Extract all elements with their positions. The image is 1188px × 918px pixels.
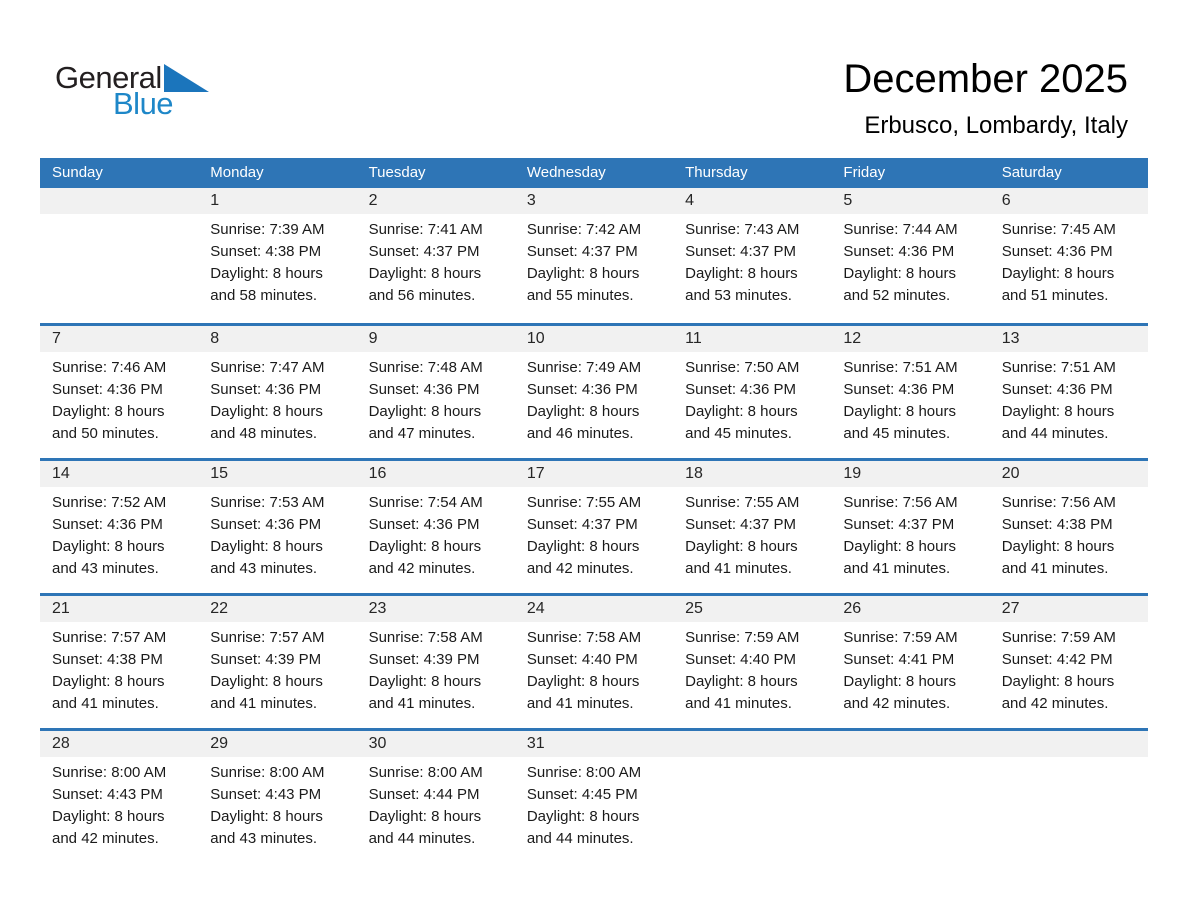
weekday-header-monday: Monday [210,164,264,181]
sunrise-text: Sunrise: 7:56 AM [1001,494,1116,511]
day-cell [198,731,356,863]
day-info [357,352,515,445]
day-number: 11 [673,326,831,352]
day-info [831,622,989,715]
weekday-header-friday: Friday [843,164,886,181]
daylight-text: Daylight: 8 hours and 45 minutes. [843,403,956,442]
day-number [673,731,831,757]
daylight-text: Daylight: 8 hours and 42 minutes. [843,673,956,712]
day-number: 3 [515,188,673,214]
sunrise-text: Sunrise: 7:48 AM [368,359,483,376]
day-cell [357,596,515,728]
sunset-text: Sunset: 4:36 PM [368,381,480,398]
day-cell [990,188,1148,323]
day-cell [357,326,515,458]
day-info [40,622,198,715]
day-number: 14 [40,461,198,487]
day-cell [673,326,831,458]
day-number: 20 [990,461,1148,487]
day-info [198,214,356,307]
sunset-text: Sunset: 4:36 PM [843,381,955,398]
day-number: 30 [357,731,515,757]
sunrise-text: Sunrise: 7:56 AM [843,494,958,511]
sunrise-text: Sunrise: 7:50 AM [685,359,800,376]
day-number: 19 [831,461,989,487]
calendar-grid [40,188,1148,863]
day-cell [831,461,989,593]
weekday-header-row [40,158,1148,188]
sunset-text: Sunset: 4:43 PM [52,786,163,803]
sunset-text: Sunset: 4:42 PM [1001,651,1113,668]
sunset-text: Sunset: 4:37 PM [368,243,480,260]
day-number: 24 [515,596,673,622]
day-cell [831,326,989,458]
day-number: 26 [831,596,989,622]
sunset-text: Sunset: 4:37 PM [685,516,797,533]
day-number: 23 [357,596,515,622]
day-info [40,757,198,850]
week-row [40,458,1148,593]
sunset-text: Sunset: 4:45 PM [526,786,638,803]
day-cell [673,188,831,323]
day-number [990,731,1148,757]
day-number: 10 [515,326,673,352]
sunset-text: Sunset: 4:43 PM [210,786,322,803]
page-title: December 2025 [843,57,1128,101]
weekday-header-sunday: Sunday [52,164,103,181]
sunset-text: Sunset: 4:37 PM [526,243,638,260]
day-number: 16 [357,461,515,487]
sunset-text: Sunset: 4:36 PM [368,516,480,533]
day-cell [515,188,673,323]
daylight-text: Daylight: 8 hours and 53 minutes. [685,265,798,304]
daylight-text: Daylight: 8 hours and 45 minutes. [685,403,798,442]
day-info [673,487,831,580]
logo-text-general: General [55,60,162,95]
logo-text-blue: Blue [113,86,174,121]
day-number: 22 [198,596,356,622]
day-info [198,757,356,850]
sunrise-text: Sunrise: 7:58 AM [526,629,642,646]
day-number: 29 [198,731,356,757]
day-info [357,622,515,715]
general-blue-logo [55,60,225,124]
sunrise-text: Sunrise: 7:58 AM [368,629,483,646]
day-number: 1 [198,188,356,214]
week-row [40,728,1148,863]
calendar-table [40,158,1148,863]
day-cell [40,326,198,458]
sunrise-text: Sunrise: 7:59 AM [843,629,958,646]
day-info [515,622,673,715]
day-number: 2 [357,188,515,214]
sunset-text: Sunset: 4:38 PM [1001,516,1113,533]
day-number: 13 [990,326,1148,352]
sunset-text: Sunset: 4:38 PM [210,243,322,260]
sunrise-text: Sunrise: 7:46 AM [52,359,167,376]
day-cell [198,326,356,458]
sunset-text: Sunset: 4:44 PM [368,786,480,803]
sunset-text: Sunset: 4:41 PM [843,651,955,668]
daylight-text: Daylight: 8 hours and 41 minutes. [685,673,798,712]
daylight-text: Daylight: 8 hours and 43 minutes. [52,538,165,577]
daylight-text: Daylight: 8 hours and 41 minutes. [368,673,482,712]
sunset-text: Sunset: 4:36 PM [52,516,163,533]
daylight-text: Daylight: 8 hours and 48 minutes. [210,403,323,442]
day-number: 17 [515,461,673,487]
sunrise-text: Sunrise: 8:00 AM [210,764,325,781]
day-cell [990,461,1148,593]
day-info [198,622,356,715]
daylight-text: Daylight: 8 hours and 44 minutes. [526,808,640,847]
day-number: 9 [357,326,515,352]
day-number: 15 [198,461,356,487]
sunrise-text: Sunrise: 7:42 AM [526,221,642,238]
sunrise-text: Sunrise: 7:59 AM [685,629,800,646]
day-cell-empty [990,731,1148,863]
sunrise-text: Sunrise: 7:57 AM [52,629,167,646]
day-info [40,487,198,580]
daylight-text: Daylight: 8 hours and 41 minutes. [52,673,165,712]
day-cell [357,731,515,863]
daylight-text: Daylight: 8 hours and 50 minutes. [52,403,165,442]
day-cell [198,596,356,728]
day-cell [990,326,1148,458]
daylight-text: Daylight: 8 hours and 44 minutes. [1001,403,1115,442]
sunrise-text: Sunrise: 7:51 AM [1001,359,1116,376]
day-number [40,188,198,214]
weekday-header-tuesday: Tuesday [368,164,426,181]
sunset-text: Sunset: 4:36 PM [1001,243,1113,260]
sunrise-text: Sunrise: 7:59 AM [1001,629,1116,646]
day-info [831,487,989,580]
daylight-text: Daylight: 8 hours and 42 minutes. [526,538,640,577]
sunset-text: Sunset: 4:37 PM [526,516,638,533]
sunset-text: Sunset: 4:36 PM [52,381,163,398]
sunset-text: Sunset: 4:36 PM [526,381,638,398]
day-cell-empty [40,188,198,323]
day-cell [515,731,673,863]
daylight-text: Daylight: 8 hours and 42 minutes. [368,538,482,577]
daylight-text: Daylight: 8 hours and 52 minutes. [843,265,956,304]
day-info [357,487,515,580]
sunrise-text: Sunrise: 7:55 AM [526,494,642,511]
day-info [198,487,356,580]
daylight-text: Daylight: 8 hours and 41 minutes. [210,673,323,712]
day-cell [673,461,831,593]
sunrise-text: Sunrise: 7:45 AM [1001,221,1116,238]
day-info [198,352,356,445]
sunrise-text: Sunrise: 7:51 AM [843,359,958,376]
day-cell [673,596,831,728]
daylight-text: Daylight: 8 hours and 44 minutes. [368,808,482,847]
day-cell [40,461,198,593]
daylight-text: Daylight: 8 hours and 41 minutes. [526,673,640,712]
day-cell-empty [831,731,989,863]
sunrise-text: Sunrise: 7:52 AM [52,494,167,511]
weekday-header-wednesday: Wednesday [526,164,606,181]
day-info [515,487,673,580]
sunrise-text: Sunrise: 7:41 AM [368,221,483,238]
sunrise-text: Sunrise: 7:57 AM [210,629,325,646]
day-cell [198,461,356,593]
daylight-text: Daylight: 8 hours and 43 minutes. [210,808,323,847]
sunset-text: Sunset: 4:36 PM [685,381,797,398]
day-info [990,622,1148,715]
day-cell [40,596,198,728]
sunset-text: Sunset: 4:40 PM [526,651,638,668]
sunset-text: Sunset: 4:38 PM [52,651,163,668]
daylight-text: Daylight: 8 hours and 41 minutes. [843,538,956,577]
daylight-text: Daylight: 8 hours and 51 minutes. [1001,265,1115,304]
day-number: 7 [40,326,198,352]
day-cell [198,188,356,323]
daylight-text: Daylight: 8 hours and 47 minutes. [368,403,482,442]
day-number: 6 [990,188,1148,214]
sunrise-text: Sunrise: 7:39 AM [210,221,325,238]
week-row [40,323,1148,458]
title-block [843,55,1128,141]
week-row [40,593,1148,728]
daylight-text: Daylight: 8 hours and 41 minutes. [1001,538,1115,577]
daylight-text: Daylight: 8 hours and 43 minutes. [210,538,323,577]
day-cell [990,596,1148,728]
day-info [357,757,515,850]
day-cell-empty [673,731,831,863]
day-cell [515,596,673,728]
sunset-text: Sunset: 4:37 PM [685,243,797,260]
sunset-text: Sunset: 4:40 PM [685,651,797,668]
daylight-text: Daylight: 8 hours and 42 minutes. [52,808,165,847]
weekday-header-thursday: Thursday [685,164,748,181]
day-info [673,622,831,715]
day-number: 18 [673,461,831,487]
daylight-text: Daylight: 8 hours and 56 minutes. [368,265,482,304]
day-number: 25 [673,596,831,622]
day-info [990,214,1148,307]
sunrise-text: Sunrise: 8:00 AM [526,764,642,781]
week-row [40,188,1148,323]
day-number: 28 [40,731,198,757]
day-info [515,757,673,850]
day-info [990,352,1148,445]
day-number: 4 [673,188,831,214]
day-number: 8 [198,326,356,352]
day-info [515,214,673,307]
weekday-header-saturday: Saturday [1001,164,1062,181]
day-info [515,352,673,445]
day-info [831,352,989,445]
sunrise-text: Sunrise: 8:00 AM [368,764,483,781]
day-cell [515,326,673,458]
day-info [673,352,831,445]
sunset-text: Sunset: 4:36 PM [1001,381,1113,398]
sunrise-text: Sunrise: 7:44 AM [843,221,958,238]
sunset-text: Sunset: 4:39 PM [368,651,480,668]
daylight-text: Daylight: 8 hours and 41 minutes. [685,538,798,577]
day-number [831,731,989,757]
day-number: 31 [515,731,673,757]
sunset-text: Sunset: 4:37 PM [843,516,955,533]
sunrise-text: Sunrise: 7:54 AM [368,494,483,511]
daylight-text: Daylight: 8 hours and 58 minutes. [210,265,323,304]
daylight-text: Daylight: 8 hours and 42 minutes. [1001,673,1115,712]
day-cell [40,731,198,863]
day-cell [357,461,515,593]
sunrise-text: Sunrise: 7:53 AM [210,494,325,511]
day-info [990,487,1148,580]
day-number: 27 [990,596,1148,622]
sunrise-text: Sunrise: 7:43 AM [685,221,800,238]
sunrise-text: Sunrise: 8:00 AM [52,764,167,781]
sunset-text: Sunset: 4:36 PM [843,243,955,260]
day-info [40,352,198,445]
sunset-text: Sunset: 4:36 PM [210,516,322,533]
day-cell [515,461,673,593]
day-cell [831,596,989,728]
day-number: 5 [831,188,989,214]
daylight-text: Daylight: 8 hours and 55 minutes. [526,265,640,304]
day-number: 21 [40,596,198,622]
day-info [357,214,515,307]
day-number: 12 [831,326,989,352]
sunrise-text: Sunrise: 7:55 AM [685,494,800,511]
sunrise-text: Sunrise: 7:49 AM [526,359,642,376]
sunset-text: Sunset: 4:39 PM [210,651,322,668]
daylight-text: Daylight: 8 hours and 46 minutes. [526,403,640,442]
sunrise-text: Sunrise: 7:47 AM [210,359,325,376]
day-cell [357,188,515,323]
day-info [673,214,831,307]
page-subtitle: Erbusco, Lombardy, Italy [864,112,1128,139]
day-cell [831,188,989,323]
day-info [831,214,989,307]
sunset-text: Sunset: 4:36 PM [210,381,322,398]
